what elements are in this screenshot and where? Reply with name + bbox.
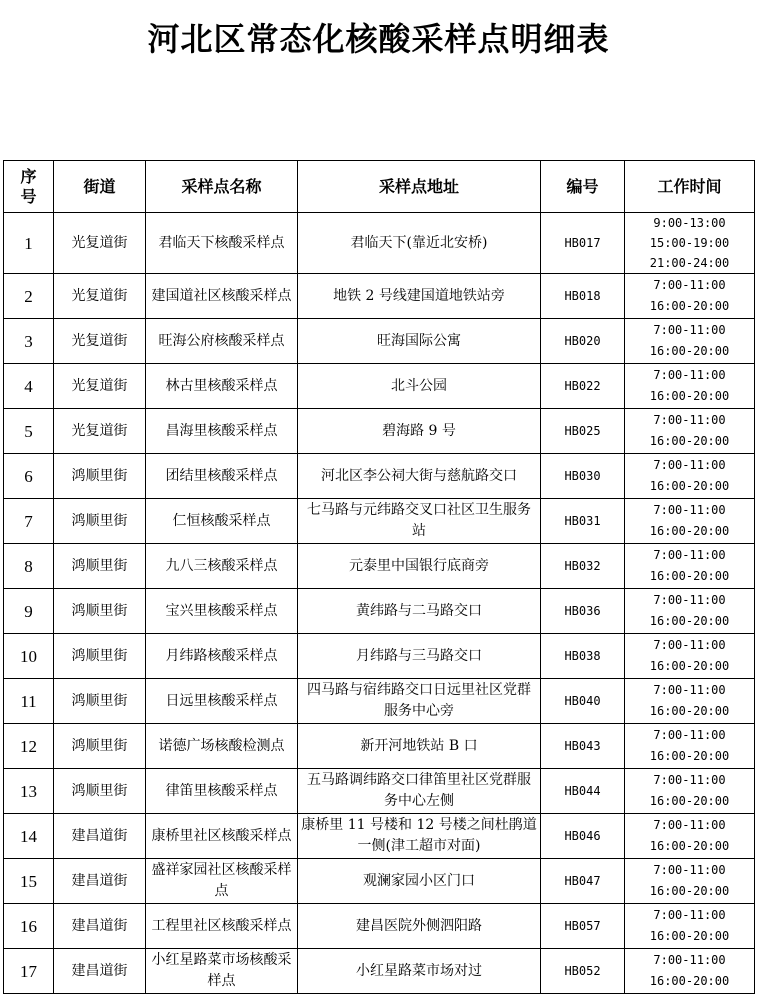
- table-row: [4, 544, 755, 589]
- table-row: [4, 589, 755, 634]
- row-hours: [625, 454, 755, 499]
- row-hours-slot: 7:00-11:00: [653, 683, 726, 697]
- row-address: 旺海国际公寓: [298, 319, 541, 364]
- row-code: HB032: [541, 544, 625, 589]
- row-hours: [625, 364, 755, 409]
- row-street: 鸿顺里街: [54, 724, 146, 769]
- row-hours-slot: 7:00-11:00: [653, 593, 726, 607]
- row-hours-slot: 7:00-11:00: [653, 773, 726, 787]
- row-hours-slot: 16:00-20:00: [649, 839, 730, 853]
- table-row: [4, 679, 755, 724]
- row-address: 黄纬路与二马路交口: [298, 589, 541, 634]
- table-row: [4, 409, 755, 454]
- header-seq: 序号: [4, 161, 54, 213]
- row-seq: 8: [4, 544, 54, 589]
- row-hours: [625, 634, 755, 679]
- row-street: 光复道街: [54, 274, 146, 319]
- row-seq: 16: [4, 904, 54, 949]
- row-hours: [625, 319, 755, 364]
- row-name: 日远里核酸采样点: [146, 679, 298, 724]
- sampling-points-table: [3, 160, 755, 994]
- row-hours-slot: 16:00-20:00: [649, 884, 730, 898]
- row-code: HB052: [541, 949, 625, 994]
- row-hours-slot: 16:00-20:00: [649, 704, 730, 718]
- row-code: HB031: [541, 499, 625, 544]
- row-seq: 12: [4, 724, 54, 769]
- row-seq: 5: [4, 409, 54, 454]
- row-name: 康桥里社区核酸采样点: [146, 814, 298, 859]
- row-name: 律笛里核酸采样点: [146, 769, 298, 814]
- row-hours-slot: 16:00-20:00: [649, 614, 730, 628]
- header-name: 采样点名称: [146, 161, 298, 213]
- row-hours-slot: 16:00-20:00: [649, 749, 730, 763]
- row-seq: 14: [4, 814, 54, 859]
- table-row: [4, 814, 755, 859]
- table-row: [4, 724, 755, 769]
- row-address: 七马路与元纬路交叉口社区卫生服务站: [298, 499, 541, 544]
- row-hours-slot: 7:00-11:00: [653, 953, 726, 967]
- row-hours: [625, 904, 755, 949]
- row-hours: [625, 589, 755, 634]
- row-hours-slot: 7:00-11:00: [653, 548, 726, 562]
- row-name: 宝兴里核酸采样点: [146, 589, 298, 634]
- table-row: [4, 319, 755, 364]
- row-hours-slot: 15:00-19:00: [649, 236, 730, 250]
- row-name: 诺德广场核酸检测点: [146, 724, 298, 769]
- row-hours-slot: 16:00-20:00: [649, 929, 730, 943]
- row-seq: 15: [4, 859, 54, 904]
- row-name: 昌海里核酸采样点: [146, 409, 298, 454]
- row-hours-slot: 7:00-11:00: [653, 503, 726, 517]
- header-row: [4, 161, 755, 213]
- table-body: [4, 213, 755, 994]
- row-seq: 11: [4, 679, 54, 724]
- row-street: 建昌道街: [54, 904, 146, 949]
- row-hours: [625, 499, 755, 544]
- table-row: [4, 904, 755, 949]
- row-street: 鸿顺里街: [54, 769, 146, 814]
- table-row: [4, 364, 755, 409]
- row-name: 旺海公府核酸采样点: [146, 319, 298, 364]
- row-hours-slot: 9:00-13:00: [653, 216, 726, 230]
- row-hours: [625, 679, 755, 724]
- row-seq: 4: [4, 364, 54, 409]
- header-code: 编号: [541, 161, 625, 213]
- row-code: HB038: [541, 634, 625, 679]
- row-street: 鸿顺里街: [54, 634, 146, 679]
- row-hours: [625, 274, 755, 319]
- row-name: 团结里核酸采样点: [146, 454, 298, 499]
- row-hours-slot: 16:00-20:00: [649, 974, 730, 988]
- row-address: 建昌医院外侧泗阳路: [298, 904, 541, 949]
- row-address: 碧海路 9 号: [298, 409, 541, 454]
- row-name: 月纬路核酸采样点: [146, 634, 298, 679]
- row-address: 四马路与宿纬路交口日远里社区党群服务中心旁: [298, 679, 541, 724]
- header-street: 街道: [54, 161, 146, 213]
- row-address: 小红星路菜市场对过: [298, 949, 541, 994]
- row-address: 新开河地铁站 B 口: [298, 724, 541, 769]
- row-seq: 9: [4, 589, 54, 634]
- page-title: 河北区常态化核酸采样点明细表: [147, 20, 610, 58]
- row-hours: [625, 409, 755, 454]
- row-hours-slot: 7:00-11:00: [653, 413, 726, 427]
- table-row: [4, 274, 755, 319]
- row-name: 仁恒核酸采样点: [146, 499, 298, 544]
- row-code: HB025: [541, 409, 625, 454]
- row-address: 北斗公园: [298, 364, 541, 409]
- row-street: 建昌道街: [54, 859, 146, 904]
- row-address: 月纬路与三马路交口: [298, 634, 541, 679]
- row-code: HB020: [541, 319, 625, 364]
- table-row: [4, 213, 755, 274]
- row-code: HB017: [541, 213, 625, 274]
- row-address: 元泰里中国银行底商旁: [298, 544, 541, 589]
- row-hours-slot: 16:00-20:00: [649, 389, 730, 403]
- row-hours: [625, 859, 755, 904]
- row-code: HB018: [541, 274, 625, 319]
- table-row: [4, 769, 755, 814]
- row-hours-slot: 21:00-24:00: [649, 256, 730, 270]
- row-name: 建国道社区核酸采样点: [146, 274, 298, 319]
- row-code: HB030: [541, 454, 625, 499]
- row-code: HB046: [541, 814, 625, 859]
- row-street: 光复道街: [54, 364, 146, 409]
- row-code: HB047: [541, 859, 625, 904]
- table-row: [4, 454, 755, 499]
- row-street: 鸿顺里街: [54, 589, 146, 634]
- row-seq: 1: [4, 213, 54, 274]
- row-hours-slot: 7:00-11:00: [653, 908, 726, 922]
- row-hours-slot: 7:00-11:00: [653, 638, 726, 652]
- row-hours-slot: 7:00-11:00: [653, 278, 726, 292]
- row-hours-slot: 16:00-20:00: [649, 479, 730, 493]
- row-hours-slot: 7:00-11:00: [653, 368, 726, 382]
- row-seq: 13: [4, 769, 54, 814]
- row-hours-slot: 16:00-20:00: [649, 569, 730, 583]
- row-hours-slot: 7:00-11:00: [653, 818, 726, 832]
- row-street: 鸿顺里街: [54, 454, 146, 499]
- row-hours: [625, 814, 755, 859]
- row-code: HB043: [541, 724, 625, 769]
- row-street: 鸿顺里街: [54, 499, 146, 544]
- row-address: 地铁 2 号线建国道地铁站旁: [298, 274, 541, 319]
- row-seq: 7: [4, 499, 54, 544]
- row-address: 河北区李公祠大街与慈航路交口: [298, 454, 541, 499]
- row-street: 光复道街: [54, 409, 146, 454]
- row-name: 小红星路菜市场核酸采样点: [146, 949, 298, 994]
- row-hours-slot: 7:00-11:00: [653, 863, 726, 877]
- row-seq: 3: [4, 319, 54, 364]
- row-hours-slot: 7:00-11:00: [653, 458, 726, 472]
- row-hours: [625, 544, 755, 589]
- row-address: 观澜家园小区门口: [298, 859, 541, 904]
- row-hours-slot: 16:00-20:00: [649, 434, 730, 448]
- row-code: HB044: [541, 769, 625, 814]
- row-hours-slot: 16:00-20:00: [649, 794, 730, 808]
- row-seq: 17: [4, 949, 54, 994]
- row-street: 建昌道街: [54, 949, 146, 994]
- header-address: 采样点地址: [298, 161, 541, 213]
- row-hours-slot: 16:00-20:00: [649, 344, 730, 358]
- row-street: 鸿顺里街: [54, 544, 146, 589]
- row-seq: 6: [4, 454, 54, 499]
- row-seq: 2: [4, 274, 54, 319]
- header-hours: 工作时间: [625, 161, 755, 213]
- table-row: [4, 949, 755, 994]
- row-hours: [625, 949, 755, 994]
- row-code: HB040: [541, 679, 625, 724]
- row-hours-slot: 7:00-11:00: [653, 323, 726, 337]
- row-seq: 10: [4, 634, 54, 679]
- row-code: HB057: [541, 904, 625, 949]
- row-hours-slot: 7:00-11:00: [653, 728, 726, 742]
- row-street: 光复道街: [54, 213, 146, 274]
- row-name: 九八三核酸采样点: [146, 544, 298, 589]
- table-row: [4, 499, 755, 544]
- row-name: 君临天下核酸采样点: [146, 213, 298, 274]
- row-hours: [625, 769, 755, 814]
- row-hours-slot: 16:00-20:00: [649, 524, 730, 538]
- row-hours-slot: 16:00-20:00: [649, 659, 730, 673]
- table-row: [4, 859, 755, 904]
- row-name: 盛祥家园社区核酸采样点: [146, 859, 298, 904]
- row-hours: [625, 724, 755, 769]
- row-name: 工程里社区核酸采样点: [146, 904, 298, 949]
- table-row: [4, 634, 755, 679]
- row-hours-slot: 16:00-20:00: [649, 299, 730, 313]
- row-code: HB022: [541, 364, 625, 409]
- row-street: 鸿顺里街: [54, 679, 146, 724]
- row-name: 林古里核酸采样点: [146, 364, 298, 409]
- row-code: HB036: [541, 589, 625, 634]
- row-street: 光复道街: [54, 319, 146, 364]
- row-address: 康桥里 11 号楼和 12 号楼之间杜鹃道一侧(津工超市对面): [298, 814, 541, 859]
- row-address: 君临天下(靠近北安桥): [298, 213, 541, 274]
- row-address: 五马路调纬路交口律笛里社区党群服务中心左侧: [298, 769, 541, 814]
- row-street: 建昌道街: [54, 814, 146, 859]
- row-hours: [625, 213, 755, 274]
